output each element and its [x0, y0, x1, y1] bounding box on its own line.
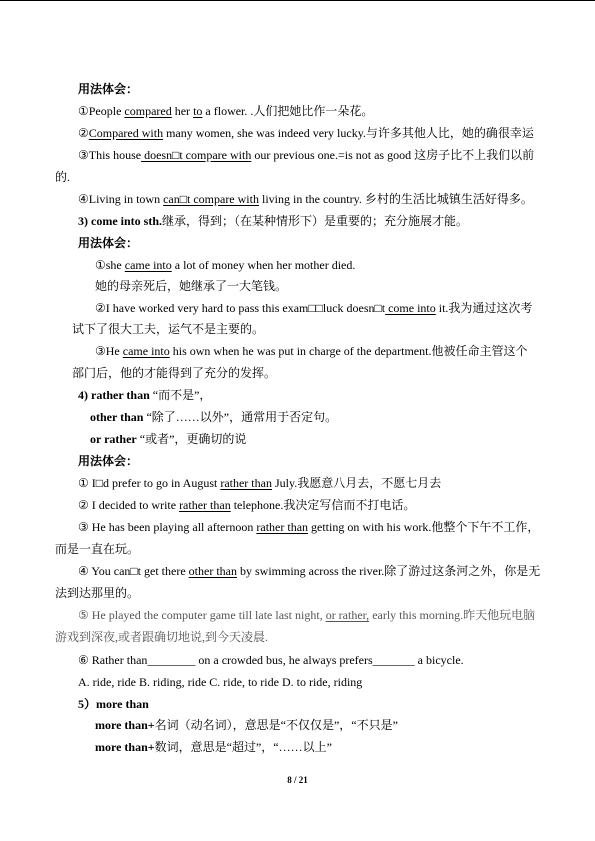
text-line — [55, 586, 139, 600]
text-line — [78, 520, 539, 534]
text-segment: 继承，得到；（在某种情形下）是重要的；充分施展才能。 — [162, 214, 469, 228]
text-segment: ③He — [95, 344, 123, 358]
text-line — [95, 258, 355, 272]
text-segment: “或者”，更确切的说 — [136, 432, 247, 446]
text-segment: ④Living in town — [78, 192, 164, 206]
text-segment: “除了……以外”，通常用于否定句。 — [143, 410, 338, 424]
underlined-phrase: rather than — [179, 498, 231, 512]
text-line — [78, 498, 415, 512]
text-line — [95, 279, 287, 293]
text-segment: 试下了很大工夫，运气不是主要的。 — [72, 322, 265, 336]
underlined-phrase: came into — [124, 258, 172, 272]
text-line — [78, 126, 534, 140]
underlined-phrase: compared — [124, 104, 172, 118]
text-segment: 用法体会： — [78, 82, 139, 96]
text-line — [78, 388, 211, 402]
text-line — [78, 104, 373, 118]
text-segment: 名词（动名词），意思是“不仅仅是”，“不只是” — [154, 718, 398, 732]
text-line — [72, 322, 264, 336]
text-line — [90, 410, 337, 424]
text-segment: getting on with his work.他整个下午不工作， — [308, 520, 540, 534]
underlined-phrase: or rather, — [325, 608, 370, 622]
underlined-phrase: come into — [385, 301, 436, 315]
text-line — [78, 675, 362, 689]
underlined-phrase: other than — [188, 564, 237, 578]
text-segment: ② — [78, 126, 89, 140]
text-segment: “而不是”， — [149, 388, 212, 402]
text-segment: other than — [90, 410, 144, 424]
text-segment: 的. — [55, 170, 71, 184]
text-segment: more than+ — [95, 718, 155, 732]
text-segment: her — [171, 104, 194, 118]
text-segment: ⑥ Rather than________ on a crowded bus, he always prefers_______ a bicycle. — [78, 653, 464, 667]
text-segment: 5） — [78, 697, 97, 711]
text-segment: many women, she was indeed very lucky.与许多其他人比，她的确很幸运 — [163, 126, 534, 140]
text-segment: a lot of money when her mother died. — [171, 258, 356, 272]
text-line — [90, 432, 246, 446]
text-segment: more than+ — [95, 740, 155, 754]
text-segment: 用法体会： — [78, 236, 139, 250]
text-segment: ⑤ He played the computer game till late last night, — [78, 608, 326, 622]
text-segment: his own when he was put in charge of the department.他被任命主管这个 — [169, 344, 528, 358]
underlined-phrase: to — [193, 104, 203, 118]
text-line — [95, 740, 332, 754]
text-segment: ③This house — [78, 148, 142, 162]
text-segment: or rather — [90, 432, 137, 446]
text-segment: 用法体会： — [78, 454, 139, 468]
text-segment: 她的母亲死后，她继承了一大笔钱。 — [95, 279, 288, 293]
text-line — [78, 454, 138, 468]
text-line — [78, 214, 468, 228]
text-line — [72, 366, 276, 380]
text-line — [78, 697, 149, 711]
text-segment: ④ You can□t get there — [78, 564, 189, 578]
text-segment: by swimming across the river.除了游过这条河之外，你是无 — [236, 564, 541, 578]
text-segment: 法到达那里的。 — [55, 586, 140, 600]
text-line — [95, 344, 527, 358]
text-segment: our previous one.=is not as good 这房子比不上我们以前 — [251, 148, 535, 162]
underlined-phrase: doesn□t compare with — [141, 148, 252, 162]
underlined-phrase: can□t compare with — [163, 192, 259, 206]
text-segment: ②I have worked very hard to pass this exam□□luck doesn□t — [95, 301, 386, 315]
underlined-phrase: came into — [122, 344, 170, 358]
underlined-phrase: Compared with — [88, 126, 164, 140]
text-segment: living in the country. 乡村的生活比城镇生活好得多。 — [258, 192, 533, 206]
text-line — [78, 608, 535, 622]
text-line — [78, 653, 464, 667]
text-line — [95, 301, 532, 315]
text-segment: 部门后，他的才能得到了充分的发挥。 — [72, 366, 277, 380]
text-segment: 游戏到深夜,或者跟确切地说,到今天凌晨. — [55, 630, 269, 644]
text-line — [55, 170, 70, 184]
text-segment: a flower. .人们把她比作一朵花。 — [202, 104, 374, 118]
text-line — [78, 236, 138, 250]
text-line — [78, 192, 533, 206]
text-segment: July.我愿意八月去，不愿七月去 — [271, 476, 442, 490]
text-segment: 数词，意思是“超过”，“……以上” — [154, 740, 332, 754]
text-segment: 而是一直在玩。 — [55, 542, 140, 556]
text-segment: ①she — [95, 258, 125, 272]
text-segment: 3) come into sth. — [78, 214, 162, 228]
text-line — [55, 542, 139, 556]
text-segment: ①People — [78, 104, 125, 118]
underlined-phrase: rather than — [220, 476, 272, 490]
text-segment: it.我为通过这次考 — [435, 301, 533, 315]
page-number: 8 / 21 — [287, 775, 308, 785]
text-segment: A. ride, ride B. riding, ride C. ride, to ride D. to ride, riding — [78, 675, 363, 689]
text-segment: more than — [96, 697, 149, 711]
text-segment: ① I□d prefer to go in August — [78, 476, 221, 490]
text-segment: ③ He has been playing all afternoon — [78, 520, 257, 534]
text-segment: 4) rather than — [78, 388, 150, 402]
text-line — [78, 564, 540, 578]
text-line — [95, 718, 398, 732]
text-line — [78, 82, 138, 96]
underlined-phrase: rather than — [256, 520, 309, 534]
text-line — [78, 148, 534, 162]
text-line — [78, 476, 441, 490]
text-segment: telephone.我决定写信而不打电话。 — [230, 498, 416, 512]
text-line — [55, 630, 268, 644]
text-segment: early this morning.昨天他玩电脑 — [369, 608, 536, 622]
text-segment: ② I decided to write — [78, 498, 180, 512]
